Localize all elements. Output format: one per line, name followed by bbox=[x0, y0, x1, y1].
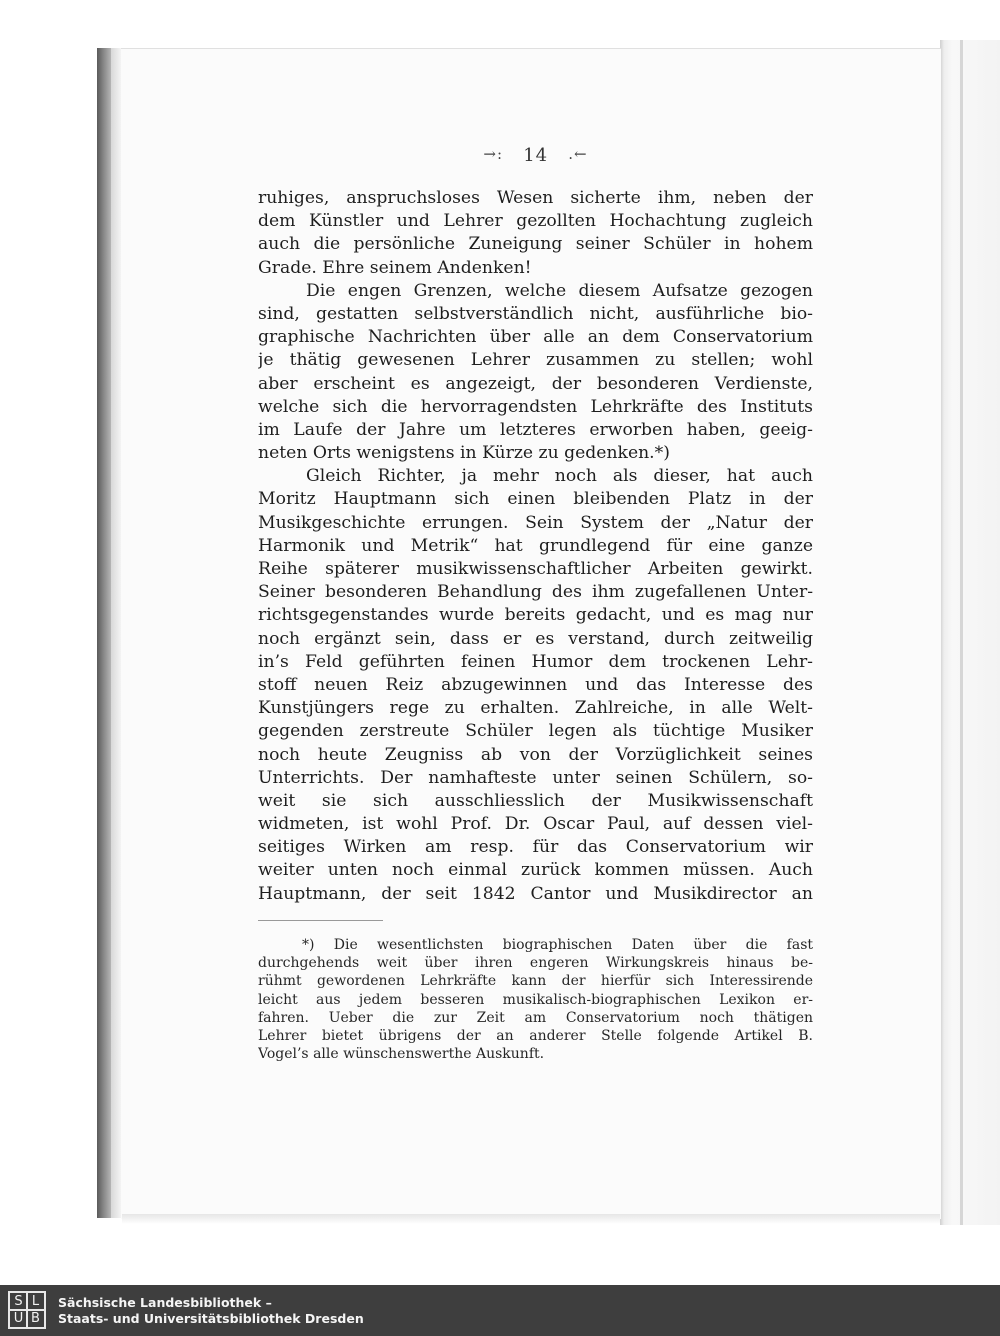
text-line: Unterrichts. Der namhafteste unter seinen Schülern, so- bbox=[258, 767, 813, 788]
slub-logo bbox=[8, 1291, 46, 1329]
library-footer bbox=[0, 1285, 1000, 1336]
text-line: Seiner besonderen Behandlung des ihm zugefallenen Unter- bbox=[258, 582, 813, 603]
book-spine bbox=[97, 48, 111, 1218]
text-line: Hauptmann, der seit 1842 Cantor und Musikdirector an bbox=[258, 883, 813, 904]
footnote bbox=[258, 936, 813, 1063]
facing-page-fold bbox=[960, 40, 963, 1225]
footnote-line: *) Die wesentlichsten biographischen Daten über die fast bbox=[302, 937, 813, 953]
footnote-line: leicht aus jedem besseren musikalisch-biographischen Lexikon er- bbox=[258, 991, 813, 1008]
text-line: Harmonik und Metrik“ hat grundlegend für eine ganze bbox=[258, 535, 813, 556]
library-name-line2: Staats- und Universitätsbibliothek Dresden bbox=[58, 1311, 364, 1326]
text-line: Reihe späterer musikwissenschaftlicher Arbeiten gewirkt. bbox=[258, 559, 813, 579]
text-line: Kunstjüngers rege zu erhalten. Zahlreiche, in alle Welt- bbox=[258, 698, 813, 719]
body-text bbox=[258, 187, 813, 906]
text-line: gegenden zerstreute Schüler legen als tüchtige Musiker bbox=[258, 721, 813, 742]
text-line: weit sie sich ausschliesslich der Musikwissenschaft bbox=[258, 790, 813, 811]
text-line: graphische Nachrichten über alle an dem Conservatorium bbox=[258, 327, 813, 348]
footnote-line: durchgehends weit über ihren engeren Wirkungskreis hinaus be- bbox=[258, 955, 813, 972]
text-line: im Laufe der Jahre um letzteres erworben haben, geeig- bbox=[258, 419, 813, 440]
page-number: 14 bbox=[523, 145, 549, 166]
logo-letter: U bbox=[13, 1311, 24, 1326]
paragraph-start: Die engen Grenzen, welche diesem Aufsatze gezogen bbox=[306, 280, 813, 301]
library-name-line1: Sächsische Landesbibliothek – bbox=[58, 1295, 272, 1310]
text-line: richtsgegenstandes wurde bereits gedacht, und es mag nur bbox=[258, 605, 813, 626]
page-shadow bbox=[122, 1214, 940, 1224]
text-line: aber erscheint es angezeigt, der besonderen Verdienste, bbox=[258, 373, 813, 394]
left-ornament: →: bbox=[483, 145, 504, 163]
logo-letter: L bbox=[31, 1294, 40, 1309]
logo-letter: S bbox=[14, 1294, 23, 1309]
footnote-line: rühmt gewordenen Lehrkräfte kann der hierfür sich Interessirende bbox=[258, 973, 813, 990]
footnote-rule bbox=[258, 920, 383, 921]
text-line: neten Orts wenigstens in Kürze zu gedenken.*) bbox=[258, 443, 670, 464]
text-line: stoff neuen Reiz abzugewinnen und das Interesse des bbox=[258, 674, 813, 695]
facing-page-edge bbox=[940, 40, 1000, 1225]
text-line: Grade. Ehre seinem Andenken! bbox=[258, 257, 532, 278]
footnote-line: Vogel’s alle wünschenswerthe Auskunft. bbox=[258, 1046, 545, 1063]
text-line: sind, gestatten selbstverständlich nicht, ausführliche bio- bbox=[258, 303, 813, 324]
footnote-line: Lehrer bietet übrigens der an anderer Stelle folgende Artikel B. bbox=[258, 1027, 813, 1044]
paragraph-start: Gleich Richter, ja mehr noch als dieser, hat auch bbox=[306, 466, 813, 487]
logo-letter: B bbox=[31, 1311, 40, 1326]
text-line: dem Künstler und Lehrer gezollten Hochachtung zugleich bbox=[258, 211, 813, 232]
right-ornament: .← bbox=[568, 145, 588, 163]
text-line: ruhiges, anspruchsloses Wesen sicherte ihm, neben der bbox=[258, 188, 813, 208]
text-line: Musikgeschichte errungen. Sein System der „Natur der bbox=[258, 512, 813, 533]
text-line: auch die persönliche Zuneigung seiner Schüler in hohem bbox=[258, 234, 813, 255]
text-line: seitiges Wirken am resp. für das Conservatorium wir bbox=[258, 837, 813, 858]
text-line: noch ergänzt sein, dass er es verstand, durch zeitweilig bbox=[258, 628, 813, 649]
spine-edge bbox=[111, 48, 121, 1218]
page-header bbox=[258, 145, 813, 171]
footnote-line: fahren. Ueber die zur Zeit am Conservatorium noch thätigen bbox=[258, 1009, 813, 1026]
library-name bbox=[58, 1295, 364, 1327]
text-line: weiter unten noch einmal zurück kommen müssen. Auch bbox=[258, 860, 813, 881]
text-line: noch heute Zeugniss ab von der Vorzüglichkeit seines bbox=[258, 744, 813, 765]
text-line: Moritz Hauptmann sich einen bleibenden Platz in der bbox=[258, 489, 813, 510]
text-line: widmeten, ist wohl Prof. Dr. Oscar Paul, auf dessen viel- bbox=[258, 814, 813, 835]
text-line: je thätig gewesenen Lehrer zusammen zu stellen; wohl bbox=[258, 350, 813, 371]
text-line: in’s Feld geführten feinen Humor dem trockenen Lehr- bbox=[258, 651, 813, 672]
text-line: welche sich die hervorragendsten Lehrkräfte des Instituts bbox=[258, 396, 813, 417]
logo-divider bbox=[10, 1309, 44, 1311]
